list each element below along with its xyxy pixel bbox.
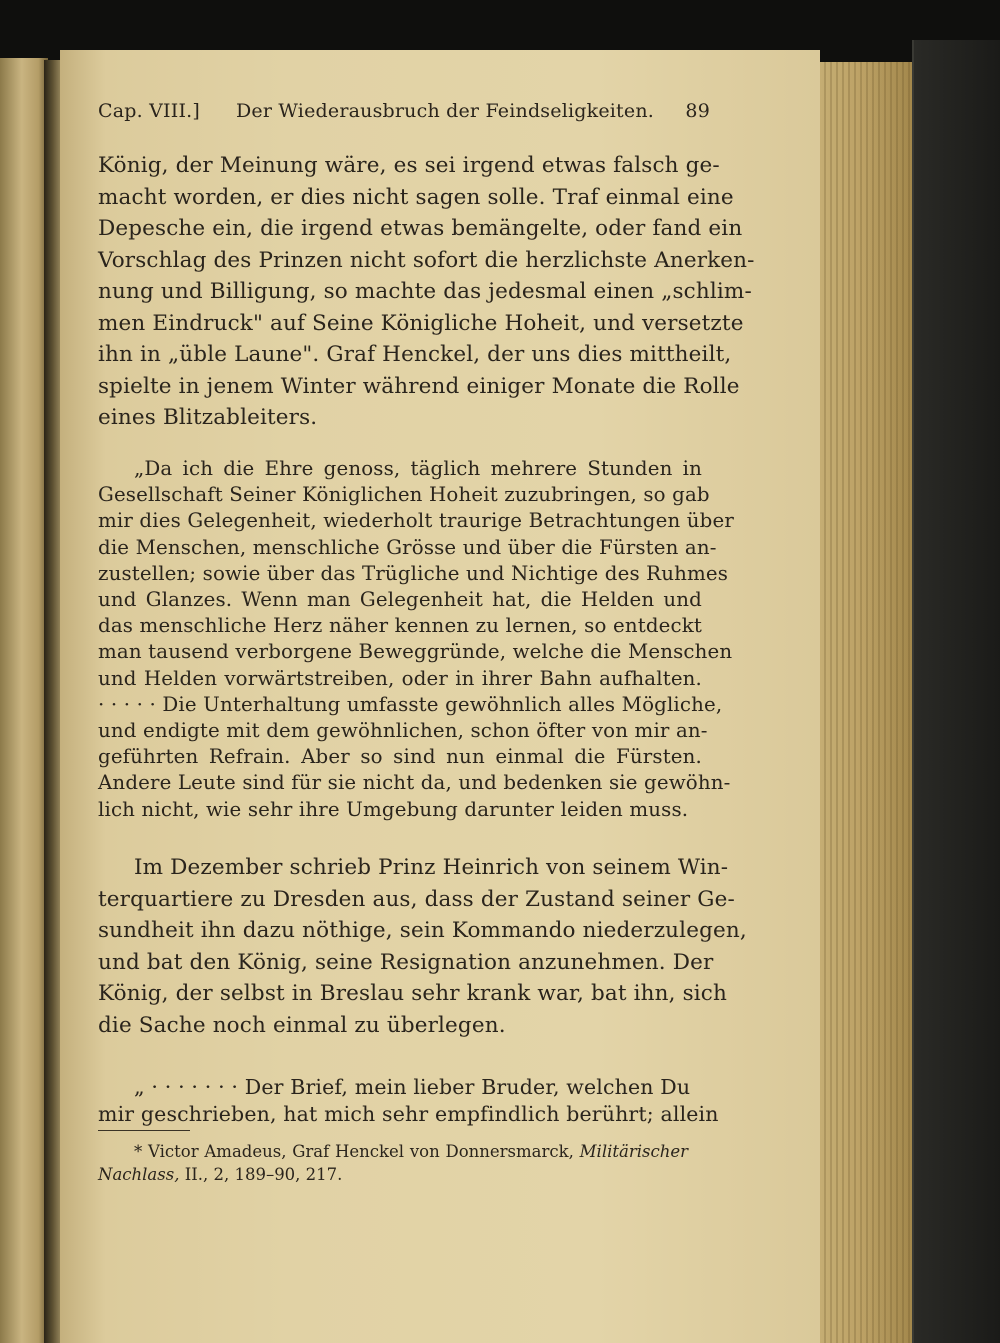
- footnote: [98, 1140, 688, 1186]
- text-line: „Da ich die Ehre genoss, täglich mehrere Stunden in: [134, 457, 702, 480]
- text-line: lich nicht, wie sehr ihre Umgebung darunter leiden muss.: [98, 797, 689, 821]
- footnote-text: II., 2, 189–90, 217.: [184, 1165, 343, 1184]
- footnote-text: * Victor Amadeus, Graf Henckel von Donnersmarck,: [134, 1142, 574, 1161]
- page-text: [98, 100, 755, 1184]
- text-line: macht worden, er dies nicht sagen solle. Traf einmal eine: [98, 184, 734, 210]
- text-line: man tausend verborgene Beweggründe, welche die Menschen: [98, 640, 733, 664]
- text-line: und Helden vorwärtstreiben, oder in ihrer Bahn aufhalten.: [98, 666, 702, 690]
- text-line: Andere Leute sind für sie nicht da, und bedenken sie gewöhn-: [98, 771, 731, 795]
- running-title: Der Wiederausbruch der Feindseligkeiten.: [236, 100, 655, 122]
- text-line: Gesellschaft Seiner Königlichen Hoheit zuzubringen, so gab: [98, 483, 710, 507]
- text-line: ihn in „üble Laune". Graf Henckel, der uns dies mittheilt,: [98, 342, 732, 367]
- text-line: Vorschlag des Prinzen nicht sofort die herzlichste Anerken-: [98, 247, 755, 273]
- text-line: spielte in jenem Winter während einiger Monate die Rolle: [98, 373, 740, 399]
- text-line: Depesche ein, die irgend etwas bemängelte, oder fand ein: [98, 216, 743, 241]
- text-line: terquartiere zu Dresden aus, dass der Zustand seiner Ge-: [98, 886, 735, 912]
- text-line: und endigte mit dem gewöhnlichen, schon öfter von mir an-: [98, 719, 708, 743]
- text-line: nung und Billigung, so machte das jedesmal einen „schlim-: [98, 279, 752, 304]
- text-line: mir dies Gelegenheit, wiederholt traurige Betrachtungen über: [98, 509, 734, 533]
- text-line: das menschliche Herz näher kennen zu lernen, so entdeckt: [98, 614, 702, 638]
- chapter-label: Cap. VIII.]: [98, 100, 200, 122]
- text-line: men Eindruck" auf Seine Königliche Hoheit, und versetzte: [98, 310, 744, 336]
- footnote-rule: [98, 1130, 190, 1131]
- page-number: 89: [685, 100, 710, 122]
- running-header: [98, 100, 710, 128]
- text-line: und Glanzes. Wenn man Gelegenheit hat, die Helden und: [98, 588, 702, 612]
- text-line: „ · · · · · · · Der Brief, mein lieber Bruder, welchen Du: [134, 1075, 691, 1099]
- footnote-italic: Nachlass,: [98, 1165, 180, 1184]
- text-line: geführten Refrain. Aber so sind nun einmal die Fürsten.: [98, 745, 702, 769]
- footnote-line: [98, 1140, 688, 1163]
- text-line: mir geschrieben, hat mich sehr empfindlich berührt; allein: [98, 1102, 719, 1126]
- text-line: König, der Meinung wäre, es sei irgend etwas falsch ge-: [98, 153, 720, 178]
- paragraph-1: [98, 150, 755, 434]
- left-page-edge: [0, 58, 48, 1343]
- paragraph-3: [98, 1074, 719, 1128]
- book-cover: [912, 40, 1000, 1343]
- text-line: König, der selbst in Breslau sehr krank war, bat ihn, sich: [98, 981, 727, 1006]
- text-line: und bat den König, seine Resignation anzunehmen. Der: [98, 949, 714, 975]
- footnote-italic: Militärischer: [579, 1142, 689, 1161]
- text-line: die Menschen, menschliche Grösse und über die Fürsten an-: [98, 535, 717, 559]
- text-line: eines Blitzableiters.: [98, 405, 318, 430]
- text-line: sundheit ihn dazu nöthige, sein Kommando niederzulegen,: [98, 918, 747, 943]
- block-quote: [98, 456, 734, 823]
- text-line: die Sache noch einmal zu überlegen.: [98, 1012, 506, 1038]
- text-line: Im Dezember schrieb Prinz Heinrich von seinem Win-: [134, 855, 729, 880]
- footnote-line: [98, 1163, 688, 1186]
- text-line: zustellen; sowie über das Trügliche und Nichtige des Ruhmes: [98, 561, 729, 585]
- paragraph-2: [98, 852, 747, 1041]
- text-line: · · · · · Die Unterhaltung umfasste gewöhnlich alles Mögliche,: [98, 692, 723, 716]
